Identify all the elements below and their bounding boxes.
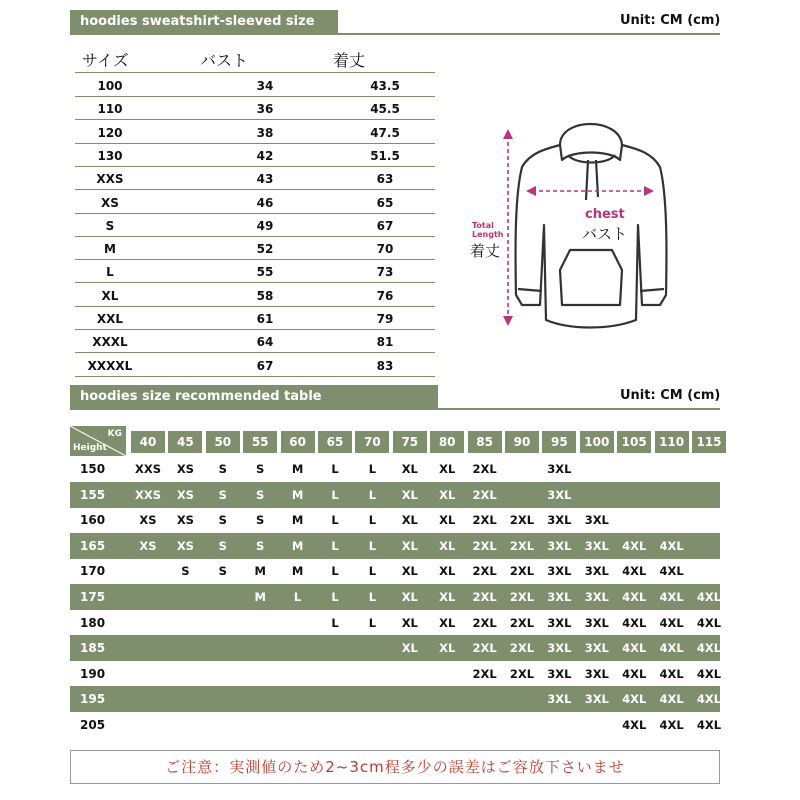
bust-cell: 34 bbox=[256, 79, 274, 93]
size-recommendation-cell: 3XL bbox=[547, 615, 572, 630]
size-recommendation-cell: 4XL bbox=[696, 692, 722, 707]
length-cell: 43.5 bbox=[370, 79, 400, 93]
size-recommendation-cell: 4XL bbox=[659, 564, 684, 579]
weight-header-cell: 55 bbox=[243, 431, 277, 453]
bust-cell: 43 bbox=[256, 172, 274, 187]
length-cell: 65 bbox=[376, 195, 394, 210]
size-recommendation-cell: 4XL bbox=[659, 615, 684, 630]
size-recommendation-cell: XXS bbox=[134, 462, 161, 476]
size-recommendation-cell: 2XL bbox=[472, 564, 497, 579]
length-cell: 79 bbox=[376, 312, 394, 326]
size-recommendation-cell: 3XL bbox=[584, 692, 609, 707]
size-recommendation-cell: XL bbox=[401, 564, 418, 579]
size-recommendation-cell: M bbox=[254, 564, 266, 579]
size-recommendation-cell: L bbox=[368, 513, 377, 528]
size-recommendation-cell: 2XL bbox=[509, 615, 535, 630]
bust-cell: 46 bbox=[256, 195, 274, 210]
rec-table-row bbox=[70, 507, 720, 533]
bust-cell: 49 bbox=[256, 218, 274, 233]
size-recommendation-cell: M bbox=[291, 462, 304, 476]
size-recommendation-cell: L bbox=[331, 590, 339, 604]
size-table-row bbox=[75, 214, 435, 236]
size-recommendation-cell: 2XL bbox=[472, 590, 497, 604]
size-recommendation-cell: 2XL bbox=[472, 513, 497, 528]
size-recommendation-cell: XL bbox=[401, 641, 418, 656]
size-recommendation-cell: L bbox=[368, 615, 377, 630]
rec-table-row bbox=[70, 456, 720, 482]
size-table-header-line bbox=[70, 33, 720, 35]
size-recommendation-cell: 2XL bbox=[472, 615, 497, 630]
rec-table-header-line bbox=[70, 408, 720, 410]
weight-header-cell: 100 bbox=[580, 431, 614, 453]
footer-note bbox=[70, 750, 720, 784]
size-table-row bbox=[75, 191, 435, 213]
size-cell: XXXL bbox=[92, 335, 128, 350]
height-cell: 170 bbox=[80, 564, 106, 579]
rec-table-title-text: hoodies size recommended table bbox=[80, 389, 322, 404]
size-recommendation-cell: 2XL bbox=[509, 641, 535, 656]
height-cell: 165 bbox=[80, 538, 106, 553]
length-cell: 70 bbox=[376, 242, 394, 257]
bust-cell: 38 bbox=[256, 125, 274, 140]
weight-header-cell: 90 bbox=[505, 431, 539, 453]
size-recommendation-cell: XS bbox=[176, 538, 194, 553]
size-recommendation-cell: 4XL bbox=[659, 641, 684, 656]
size-recommendation-cell: S bbox=[256, 538, 265, 553]
size-cell: 130 bbox=[97, 148, 123, 163]
size-table-row bbox=[75, 121, 435, 143]
total-length-label: Total Length bbox=[472, 221, 504, 239]
size-recommendation-cell: 2XL bbox=[509, 513, 535, 528]
length-cell: 73 bbox=[376, 265, 394, 280]
size-recommendation-cell: L bbox=[368, 462, 377, 476]
size-recommendation-cell: 4XL bbox=[622, 666, 647, 681]
bust-cell: 42 bbox=[256, 148, 274, 163]
height-cell: 205 bbox=[80, 718, 106, 732]
size-recommendation-cell: S bbox=[256, 462, 265, 476]
size-recommendation-cell: XL bbox=[401, 513, 418, 528]
size-recommendation-cell: 4XL bbox=[696, 641, 722, 656]
size-recommendation-cell: 3XL bbox=[547, 564, 572, 579]
size-recommendation-cell: 3XL bbox=[547, 487, 572, 502]
bust-cell: 64 bbox=[256, 335, 274, 350]
size-recommendation-cell: 3XL bbox=[547, 666, 572, 681]
size-cell: XXL bbox=[96, 312, 124, 326]
rec-table-row bbox=[70, 686, 720, 712]
length-cell: 51.5 bbox=[370, 148, 400, 163]
size-cell: S bbox=[105, 218, 115, 233]
size-recommendation-cell: 4XL bbox=[659, 666, 684, 681]
size-recommendation-cell: XXS bbox=[134, 487, 161, 502]
size-recommendation-cell: 4XL bbox=[696, 718, 722, 732]
size-recommendation-cell: 4XL bbox=[622, 692, 647, 707]
size-recommendation-cell: XL bbox=[439, 513, 456, 528]
height-cell: 155 bbox=[80, 487, 106, 502]
size-recommendation-cell: 4XL bbox=[659, 718, 684, 732]
size-recommendation-cell: 2XL bbox=[472, 666, 497, 681]
weight-header-cell: 95 bbox=[542, 431, 576, 453]
chest-label-jp: バスト bbox=[582, 225, 628, 243]
size-recommendation-cell: XL bbox=[439, 615, 456, 630]
size-recommendation-cell: XS bbox=[176, 462, 194, 476]
footer-note-text: ご注意：実測値のため2~3cm程多少の誤差はご容放下さいませ bbox=[165, 758, 625, 776]
size-recommendation-cell: XS bbox=[139, 538, 157, 553]
size-recommendation-cell: L bbox=[368, 487, 377, 502]
size-recommendation-cell: XS bbox=[139, 513, 157, 528]
size-cell: XL bbox=[101, 288, 119, 303]
corner-cell bbox=[70, 426, 126, 456]
weight-header-cell: 110 bbox=[655, 431, 689, 453]
size-recommendation-cell: 2XL bbox=[472, 487, 497, 502]
rec-table-unit: Unit: CM (cm) bbox=[620, 388, 721, 403]
weight-header-cell: 85 bbox=[468, 431, 502, 453]
length-cell: 67 bbox=[376, 218, 394, 233]
bust-cell: 58 bbox=[256, 288, 274, 303]
size-table-row bbox=[75, 74, 435, 96]
size-recommendation-cell: S bbox=[218, 538, 227, 553]
size-cell: XXS bbox=[96, 172, 124, 187]
size-recommendation-cell: 3XL bbox=[584, 641, 609, 656]
size-recommendation-cell: 3XL bbox=[584, 590, 609, 604]
size-recommendation-cell: XL bbox=[439, 462, 456, 476]
size-recommendation-cell: S bbox=[256, 513, 265, 528]
size-recommendation-cell: 2XL bbox=[472, 538, 497, 553]
size-recommendation-cell: M bbox=[291, 513, 304, 528]
size-recommendation-cell: L bbox=[331, 538, 339, 553]
size-table-unit: Unit: CM (cm) bbox=[620, 13, 721, 28]
size-table-row bbox=[75, 167, 435, 189]
height-cell: 185 bbox=[80, 641, 106, 656]
size-recommendation-cell: 2XL bbox=[509, 538, 535, 553]
divider bbox=[75, 376, 435, 377]
corner-height: Height bbox=[73, 443, 107, 453]
size-cell: L bbox=[106, 265, 114, 280]
size-recommendation-cell: 4XL bbox=[659, 590, 684, 604]
size-recommendation-cell: 4XL bbox=[622, 564, 647, 579]
size-cell: 120 bbox=[97, 125, 123, 140]
size-recommendation-cell: XL bbox=[439, 590, 456, 604]
size-recommendation-cell: L bbox=[331, 513, 339, 528]
height-cell: 180 bbox=[80, 615, 106, 630]
size-cell: 110 bbox=[97, 102, 123, 117]
size-recommendation-cell: 3XL bbox=[547, 538, 572, 553]
bust-cell: 52 bbox=[256, 242, 274, 257]
height-cell: 150 bbox=[80, 462, 106, 476]
size-recommendation-cell: M bbox=[254, 590, 266, 604]
size-recommendation-cell: 3XL bbox=[547, 692, 572, 707]
size-recommendation-cell: S bbox=[218, 564, 227, 579]
size-table-row bbox=[75, 97, 435, 119]
size-recommendation-cell: XL bbox=[439, 487, 456, 502]
size-recommendation-cell: M bbox=[291, 487, 304, 502]
rec-table-row bbox=[70, 661, 720, 687]
rec-table-row bbox=[70, 584, 720, 610]
size-recommendation-cell: L bbox=[331, 487, 339, 502]
size-recommendation-cell: XL bbox=[439, 641, 456, 656]
length-cell: 83 bbox=[376, 358, 394, 373]
size-recommendation-cell: 4XL bbox=[622, 718, 647, 732]
weight-header-cell: 80 bbox=[430, 431, 464, 453]
chest-label: chest bbox=[585, 207, 625, 222]
weight-header-cell: 105 bbox=[617, 431, 651, 453]
size-recommendation-cell: 4XL bbox=[622, 538, 647, 553]
size-table-row bbox=[75, 144, 435, 166]
size-recommendation-cell: L bbox=[331, 615, 339, 630]
size-table-row bbox=[75, 354, 435, 376]
size-recommendation-cell: S bbox=[218, 462, 227, 476]
bust-cell: 61 bbox=[256, 312, 274, 326]
height-cell: 195 bbox=[80, 692, 106, 707]
size-recommendation-cell: 2XL bbox=[472, 462, 497, 476]
size-recommendation-cell: XL bbox=[439, 564, 456, 579]
size-table-row bbox=[75, 284, 435, 306]
size-table-title bbox=[70, 10, 338, 53]
rec-table-row bbox=[70, 610, 720, 636]
weight-header-cell: 40 bbox=[131, 431, 165, 453]
size-recommendation-cell: XS bbox=[176, 487, 194, 502]
size-recommendation-cell: XS bbox=[176, 513, 194, 528]
size-table-row bbox=[75, 260, 435, 282]
total-length-label-jp: 着丈 bbox=[470, 242, 501, 260]
column-header-length: 着丈 bbox=[333, 51, 366, 70]
rec-table-row bbox=[70, 712, 720, 738]
size-recommendation-cell: XL bbox=[401, 462, 418, 476]
size-cell: 100 bbox=[97, 79, 123, 93]
rec-table-row bbox=[70, 482, 720, 508]
weight-header-cell: 75 bbox=[393, 431, 427, 453]
size-recommendation-cell: 2XL bbox=[472, 641, 497, 656]
corner-kg: KG bbox=[107, 429, 122, 439]
size-recommendation-cell: 3XL bbox=[547, 590, 572, 604]
length-cell: 47.5 bbox=[370, 125, 400, 140]
size-recommendation-cell: 2XL bbox=[509, 590, 535, 604]
column-header-size: サイズ bbox=[82, 51, 129, 70]
size-recommendation-cell: S bbox=[218, 487, 227, 502]
rec-table-row bbox=[70, 635, 720, 661]
size-recommendation-cell: M bbox=[291, 538, 304, 553]
size-table-title-text: hoodies sweatshirt-sleeved size table bbox=[80, 14, 315, 53]
size-recommendation-cell: L bbox=[368, 590, 377, 604]
size-cell: XXXXL bbox=[87, 358, 133, 373]
length-cell: 81 bbox=[376, 335, 394, 350]
size-recommendation-cell: S bbox=[181, 564, 190, 579]
size-recommendation-cell: 2XL bbox=[509, 564, 535, 579]
column-header-bust: バスト bbox=[200, 51, 249, 70]
bust-cell: 55 bbox=[256, 265, 274, 280]
size-recommendation-cell: L bbox=[331, 462, 339, 476]
bust-cell: 67 bbox=[256, 358, 274, 373]
size-recommendation-cell: L bbox=[368, 564, 377, 579]
divider bbox=[75, 72, 435, 73]
height-cell: 190 bbox=[80, 666, 106, 681]
size-recommendation-cell: 4XL bbox=[622, 615, 647, 630]
size-table-row bbox=[75, 330, 435, 352]
size-table-row bbox=[75, 307, 435, 329]
size-recommendation-cell: 3XL bbox=[547, 641, 572, 656]
rec-table-row bbox=[70, 558, 720, 584]
size-table-row bbox=[75, 237, 435, 259]
size-recommendation-cell: 4XL bbox=[622, 641, 647, 656]
size-recommendation-cell: 3XL bbox=[547, 513, 572, 528]
weight-header-cell: 50 bbox=[206, 431, 240, 453]
size-recommendation-cell: S bbox=[218, 513, 227, 528]
size-recommendation-cell: 4XL bbox=[696, 590, 722, 604]
size-recommendation-cell: XL bbox=[401, 538, 418, 553]
size-recommendation-cell: 3XL bbox=[584, 538, 609, 553]
size-recommendation-cell: 4XL bbox=[659, 692, 684, 707]
size-recommendation-cell: 3XL bbox=[584, 564, 609, 579]
size-recommendation-cell: 4XL bbox=[622, 590, 647, 604]
size-recommendation-cell: 3XL bbox=[584, 666, 609, 681]
size-cell: M bbox=[104, 242, 116, 257]
bust-cell: 36 bbox=[256, 102, 274, 117]
size-recommendation-cell: 3XL bbox=[547, 462, 572, 476]
rec-table-title bbox=[70, 385, 438, 409]
size-cell: XS bbox=[101, 195, 119, 210]
height-cell: 175 bbox=[80, 590, 106, 604]
size-recommendation-cell: 2XL bbox=[509, 666, 535, 681]
weight-header-cell: 115 bbox=[692, 431, 726, 453]
size-recommendation-cell: 3XL bbox=[584, 615, 609, 630]
weight-header-cell: 70 bbox=[355, 431, 389, 453]
size-recommendation-cell: XL bbox=[401, 615, 418, 630]
size-recommendation-cell: M bbox=[291, 564, 304, 579]
length-cell: 45.5 bbox=[370, 102, 400, 117]
size-recommendation-cell: L bbox=[368, 538, 377, 553]
weight-header-cell: 45 bbox=[168, 431, 202, 453]
size-recommendation-cell: 3XL bbox=[584, 513, 609, 528]
size-recommendation-cell: 4XL bbox=[659, 538, 684, 553]
size-recommendation-cell: 4XL bbox=[696, 666, 722, 681]
size-recommendation-cell: XL bbox=[401, 590, 418, 604]
height-cell: 160 bbox=[80, 513, 106, 528]
size-recommendation-cell: XL bbox=[401, 487, 418, 502]
size-recommendation-cell: 4XL bbox=[696, 615, 722, 630]
size-recommendation-cell: XL bbox=[439, 538, 456, 553]
length-cell: 76 bbox=[376, 288, 394, 303]
weight-header-cell: 65 bbox=[318, 431, 352, 453]
size-recommendation-cell: L bbox=[293, 590, 302, 604]
size-recommendation-cell: S bbox=[256, 487, 265, 502]
size-recommendation-cell: L bbox=[331, 564, 339, 579]
weight-header-cell: 60 bbox=[281, 431, 315, 453]
length-cell: 63 bbox=[376, 172, 394, 187]
rec-table-row bbox=[70, 533, 720, 559]
